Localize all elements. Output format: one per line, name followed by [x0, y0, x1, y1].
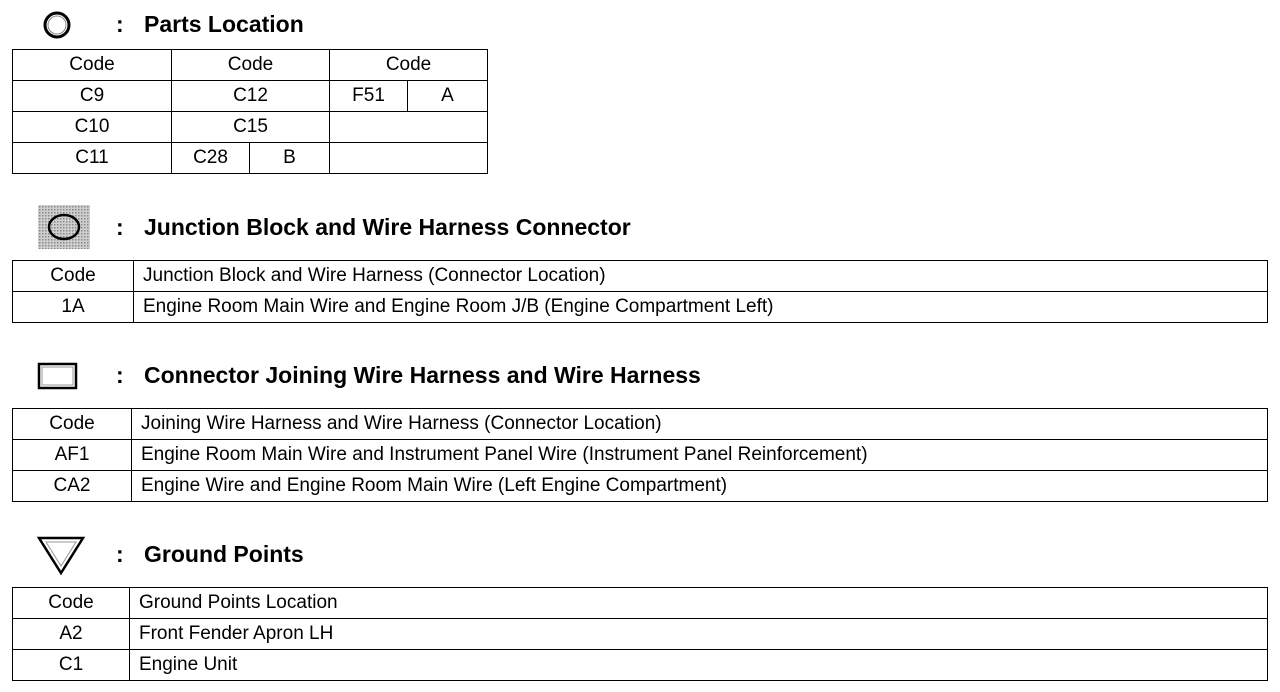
header-cell: Ground Points Location	[130, 588, 1268, 619]
location-cell: Front Fender Apron LH	[130, 619, 1268, 650]
code-cell: C1	[13, 650, 130, 681]
junction-block-heading: Junction Block and Wire Harness Connector	[144, 214, 631, 240]
table-row	[13, 143, 488, 174]
code-cell: 1A	[13, 292, 134, 323]
junction-block-table	[12, 260, 1268, 323]
table-header-row	[13, 588, 1268, 619]
header-cell: Code	[13, 588, 130, 619]
circle-icon	[41, 9, 73, 41]
triangle-down-icon	[36, 534, 86, 576]
code-cell	[330, 112, 488, 143]
header-cell: Code	[13, 261, 134, 292]
code-cell: AF1	[13, 440, 132, 471]
table-header-row	[13, 50, 488, 81]
ground-points-table	[12, 587, 1268, 681]
heading-colon: :	[116, 214, 124, 240]
code-cell: C28	[172, 143, 250, 174]
parts-location-heading: Parts Location	[144, 11, 304, 37]
code-suffix-cell: A	[408, 81, 488, 112]
table-row	[13, 440, 1268, 471]
connector-joining-table	[12, 408, 1268, 502]
code-cell: C15	[172, 112, 330, 143]
table-row	[13, 292, 1268, 323]
heading-colon: :	[116, 11, 124, 37]
header-cell: Code	[172, 50, 330, 81]
rectangle-icon	[36, 360, 80, 392]
heading-colon: :	[116, 362, 124, 388]
table-row	[13, 471, 1268, 502]
code-cell: C12	[172, 81, 330, 112]
header-cell: Junction Block and Wire Harness (Connector Location)	[134, 261, 1268, 292]
header-cell: Code	[13, 409, 132, 440]
code-cell: C10	[13, 112, 172, 143]
location-cell: Engine Room Main Wire and Engine Room J/B (Engine Compartment Left)	[134, 292, 1268, 323]
location-cell: Engine Unit	[130, 650, 1268, 681]
table-row	[13, 112, 488, 143]
code-cell: A2	[13, 619, 130, 650]
connector-joining-heading: Connector Joining Wire Harness and Wire Harness	[144, 362, 701, 388]
header-cell: Code	[13, 50, 172, 81]
table-row	[13, 619, 1268, 650]
shaded-oval-icon	[36, 203, 92, 251]
code-suffix-cell: B	[250, 143, 330, 174]
code-cell: C9	[13, 81, 172, 112]
code-cell: F51	[330, 81, 408, 112]
location-cell: Engine Wire and Engine Room Main Wire (Left Engine Compartment)	[132, 471, 1268, 502]
ground-points-heading: Ground Points	[144, 541, 304, 567]
parts-location-table	[12, 49, 488, 174]
table-row	[13, 650, 1268, 681]
table-header-row	[13, 409, 1268, 440]
code-cell: CA2	[13, 471, 132, 502]
location-cell: Engine Room Main Wire and Instrument Panel Wire (Instrument Panel Reinforcement)	[132, 440, 1268, 471]
header-cell: Code	[330, 50, 488, 81]
heading-colon: :	[116, 541, 124, 567]
table-row	[13, 81, 488, 112]
table-header-row	[13, 261, 1268, 292]
code-cell: C11	[13, 143, 172, 174]
code-cell	[330, 143, 488, 174]
header-cell: Joining Wire Harness and Wire Harness (Connector Location)	[132, 409, 1268, 440]
